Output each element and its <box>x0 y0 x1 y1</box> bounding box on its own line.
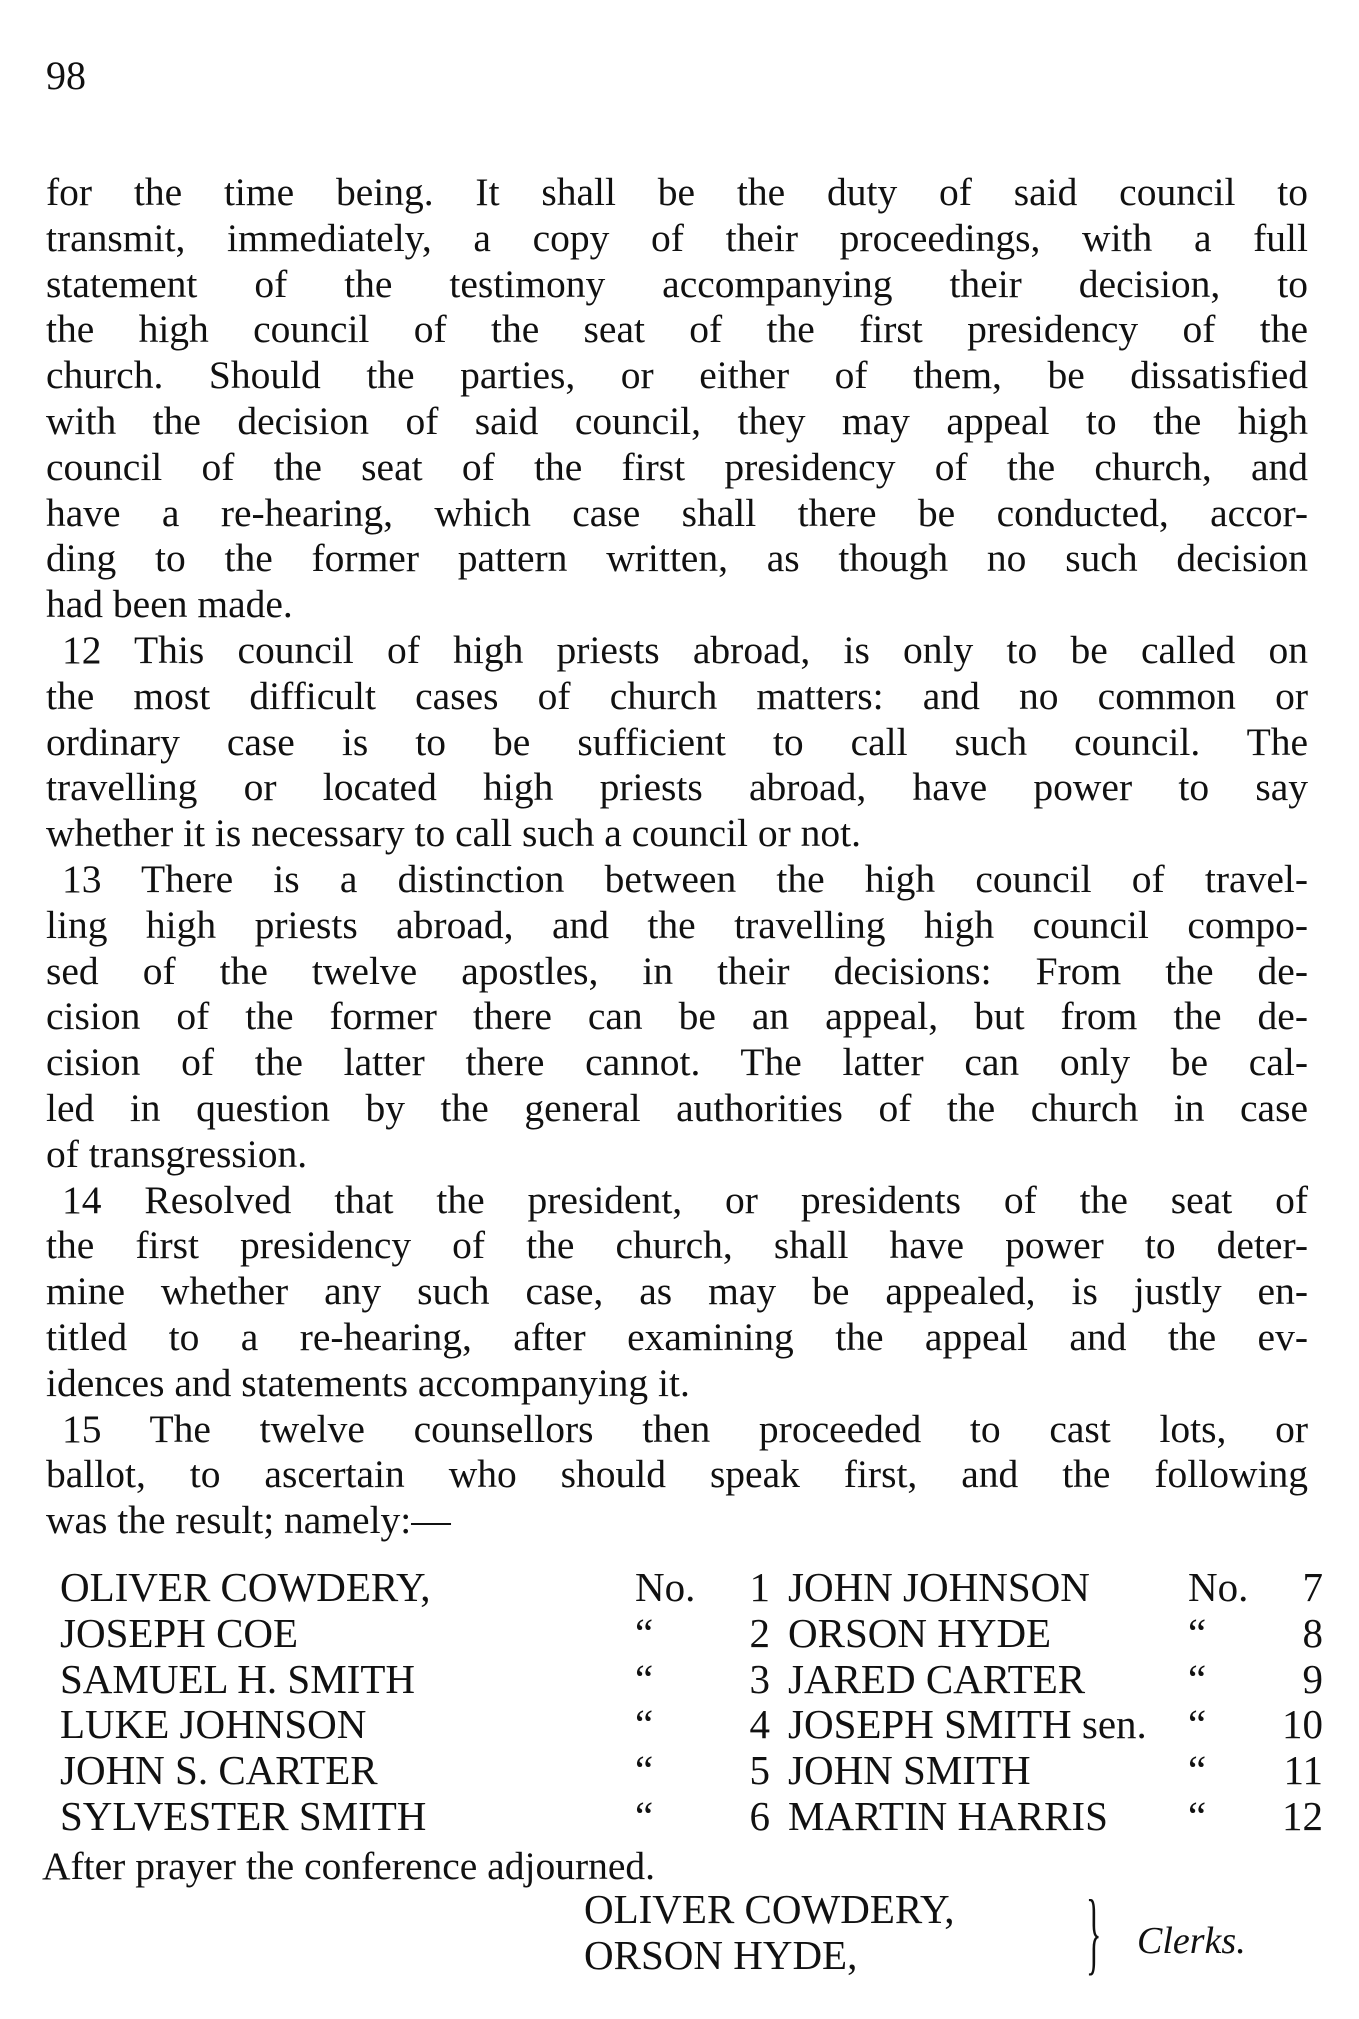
roster-name: JOHN SMITH <box>788 1747 1031 1794</box>
text-line: ding to the former pattern written, as though no such decision <box>46 536 1308 581</box>
text-line: whether it is necessary to call such a council or not. <box>46 811 861 856</box>
roster-mark: “ <box>1188 1792 1207 1839</box>
roster-name: LUKE JOHNSON <box>60 1701 367 1748</box>
roster-number: 1 <box>749 1564 770 1610</box>
roster-number: 3 <box>749 1655 770 1702</box>
roster-name: ORSON HYDE <box>788 1609 1052 1656</box>
roster-number: 10 <box>1282 1701 1323 1748</box>
roster-name: OLIVER COWDERY, <box>60 1564 431 1610</box>
roster-number: 12 <box>1282 1792 1323 1839</box>
text-line: transmit, immediately, a copy of their proceedings, with a full <box>46 215 1308 260</box>
page-number: 98 <box>46 53 86 98</box>
roster-number: 6 <box>749 1792 770 1839</box>
signature-block <box>584 1886 955 1978</box>
signature-name: ORSON HYDE, <box>584 1932 858 1978</box>
roster-mark: No. <box>635 1564 696 1610</box>
text-line: of transgression. <box>46 1131 308 1176</box>
roster-mark: No. <box>1188 1564 1249 1610</box>
roster-mark: “ <box>635 1655 654 1702</box>
roster-number: 11 <box>1283 1747 1323 1794</box>
text-line: the first presidency of the church, shall have power to deter- <box>46 1223 1308 1268</box>
signature-name: OLIVER COWDERY, <box>584 1886 955 1932</box>
text-line: have a re-hearing, which case shall there be conducted, accor- <box>46 490 1308 535</box>
roster-row <box>60 1702 1323 1748</box>
body-text <box>46 170 1308 1544</box>
roster-name: JOSEPH COE <box>60 1609 299 1656</box>
text-line: the high council of the seat of the first presidency of the <box>46 307 1308 352</box>
roster-row <box>60 1657 1323 1703</box>
roster-number: 4 <box>749 1701 770 1748</box>
roster-row <box>60 1611 1323 1657</box>
text-line: sed of the twelve apostles, in their decisions: From the de- <box>46 948 1308 993</box>
closing-line: After prayer the conference adjourned. <box>42 1844 656 1888</box>
roster-number: 7 <box>1302 1564 1323 1610</box>
text-line: 14 Resolved that the president, or presidents of the seat of <box>62 1177 1308 1222</box>
roster-number: 5 <box>749 1747 770 1794</box>
roster-row <box>60 1748 1323 1794</box>
text-line: ling high priests abroad, and the travelling high council compo- <box>46 902 1308 947</box>
text-line: 12 This council of high priests abroad, is only to be called on <box>62 627 1308 672</box>
roster-name: JARED CARTER <box>788 1655 1086 1702</box>
text-line: cision of the former there can be an appeal, but from the de- <box>46 994 1308 1039</box>
roster-row <box>60 1794 1323 1840</box>
roster-mark: “ <box>1188 1747 1207 1794</box>
text-line: was the result; namely:— <box>46 1498 451 1543</box>
roster-mark: “ <box>635 1701 654 1748</box>
roster-mark: “ <box>1188 1609 1207 1656</box>
text-line: travelling or located high priests abroad, have power to say <box>46 765 1308 810</box>
brace-glyph: } <box>1086 1881 1102 1983</box>
text-line: ordinary case is to be sufficient to call such council. The <box>46 719 1308 764</box>
roster-name: JOHN JOHNSON <box>788 1564 1090 1610</box>
roster-name: MARTIN HARRIS <box>788 1792 1108 1839</box>
clerks-label: Clerks. <box>1137 1920 1246 1962</box>
text-line: mine whether any such case, as may be appealed, is justly en- <box>46 1269 1308 1314</box>
roster-number: 9 <box>1302 1655 1323 1702</box>
text-line: council of the seat of the first presidency of the church, and <box>46 444 1308 489</box>
text-line: idences and statements accompanying it. <box>46 1360 690 1405</box>
text-line: cision of the latter there cannot. The latter can only be cal- <box>46 1040 1308 1085</box>
text-line: statement of the testimony accompanying their decision, to <box>46 261 1308 306</box>
roster-name: SAMUEL H. SMITH <box>60 1655 415 1702</box>
roster-mark: “ <box>635 1747 654 1794</box>
roster-name: JOSEPH SMITH sen. <box>788 1701 1147 1748</box>
roster-number: 8 <box>1302 1609 1323 1656</box>
roster-mark: “ <box>1188 1655 1207 1702</box>
text-line: titled to a re-hearing, after examining the appeal and the ev- <box>46 1314 1308 1359</box>
text-line: church. Should the parties, or either of them, be dissatisfied <box>46 353 1308 398</box>
counsellor-roster <box>60 1565 1323 1840</box>
roster-mark: “ <box>635 1609 654 1656</box>
roster-name: SYLVESTER SMITH <box>60 1792 427 1839</box>
text-line: had been made. <box>46 582 293 627</box>
roster-row <box>60 1565 1323 1611</box>
text-line: with the decision of said council, they may appeal to the high <box>46 398 1308 443</box>
text-line: led in question by the general authorities of the church in case <box>46 1085 1308 1130</box>
roster-name: JOHN S. CARTER <box>60 1747 378 1794</box>
text-line: 15 The twelve counsellors then proceeded to cast lots, or <box>62 1406 1308 1451</box>
roster-mark: “ <box>635 1792 654 1839</box>
text-line: for the time being. It shall be the duty of said council to <box>46 170 1308 214</box>
roster-mark: “ <box>1188 1701 1207 1748</box>
roster-number: 2 <box>749 1609 770 1656</box>
text-line: 13 There is a distinction between the high council of travel- <box>62 856 1308 901</box>
text-line: the most difficult cases of church matters: and no common or <box>46 673 1308 718</box>
text-line: ballot, to ascertain who should speak first, and the following <box>46 1452 1308 1497</box>
